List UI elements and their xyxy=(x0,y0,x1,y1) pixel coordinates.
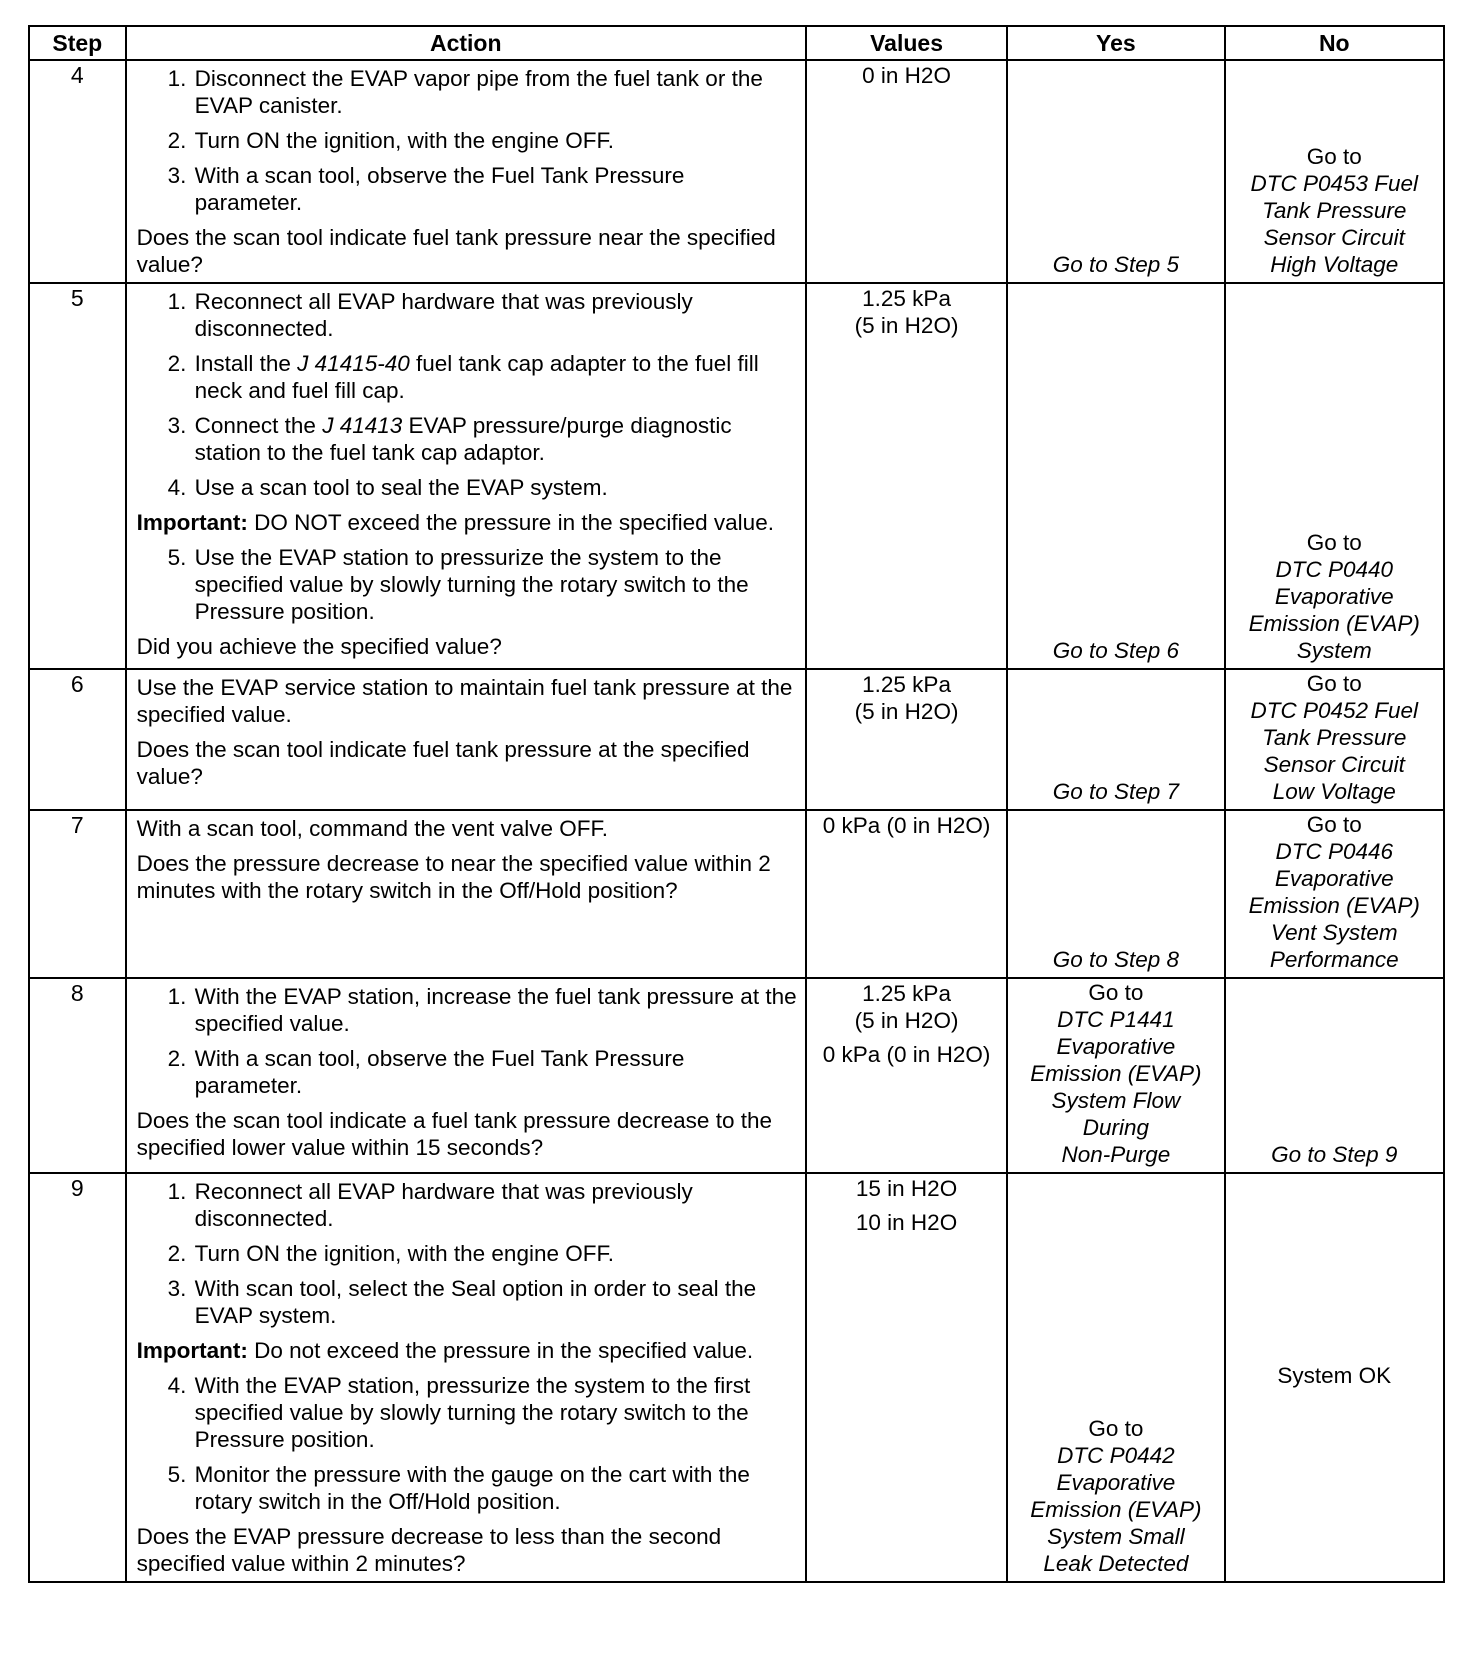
tool-number: J 41415-40 xyxy=(297,351,410,376)
value-line: 0 kPa (0 in H2O) xyxy=(822,1042,991,1067)
action-item: 1. Reconnect all EVAP hardware that was previously disconnected. xyxy=(193,1178,797,1232)
values-cell xyxy=(806,810,1007,978)
value-line: (5 in H2O) xyxy=(854,1008,959,1033)
step-number: 5 xyxy=(29,283,126,669)
tool-number: J 41413 xyxy=(322,413,403,438)
action-text: Connect the xyxy=(194,413,323,438)
important-note xyxy=(137,1337,797,1364)
no-line: Tank Pressure xyxy=(1262,725,1407,750)
action-question: Did you achieve the specified value? xyxy=(136,634,502,659)
no-prefix: Go to xyxy=(1306,530,1362,555)
table-row xyxy=(29,60,1444,283)
no-line: DTC P0452 Fuel xyxy=(1250,698,1419,723)
yes-cell xyxy=(1007,978,1224,1173)
no-line: Go to Step 9 xyxy=(1271,1142,1398,1167)
action-cell xyxy=(126,1173,806,1582)
yes-line: Go to Step 7 xyxy=(1052,779,1180,804)
yes-cell xyxy=(1007,1173,1224,1582)
action-question: Does the scan tool indicate fuel tank pressure near the specified value? xyxy=(136,225,776,277)
action-item xyxy=(193,350,797,404)
action-text: Install the xyxy=(194,351,298,376)
table-row xyxy=(29,978,1444,1173)
yes-cell xyxy=(1007,810,1224,978)
yes-line: System Flow xyxy=(1051,1088,1181,1113)
action-cell xyxy=(126,669,806,810)
action-cell xyxy=(126,978,806,1173)
no-line: DTC P0453 Fuel xyxy=(1250,171,1419,196)
yes-line: Emission (EVAP) xyxy=(1030,1497,1202,1522)
action-item: 5. Monitor the pressure with the gauge on the cart with the rotary switch in the Off/Hold position. xyxy=(193,1461,797,1515)
no-prefix: Go to xyxy=(1306,812,1362,837)
important-label: Important: xyxy=(136,510,248,535)
table-row xyxy=(29,283,1444,669)
yes-line: System Small xyxy=(1047,1524,1185,1549)
action-item: 2. With a scan tool, observe the Fuel Tank Pressure parameter. xyxy=(193,1045,797,1099)
yes-cell xyxy=(1007,669,1224,810)
yes-line: Emission (EVAP) xyxy=(1030,1061,1202,1086)
yes-line: Go to Step 6 xyxy=(1052,638,1180,663)
action-text: EVAP pressure/purge diagnostic station to the fuel tank cap adaptor. xyxy=(194,413,732,465)
header-values: Values xyxy=(806,26,1007,60)
yes-prefix: Go to xyxy=(1088,1416,1144,1441)
value-line: 1.25 kPa xyxy=(862,981,951,1006)
no-line: Tank Pressure xyxy=(1262,198,1407,223)
step-number: 8 xyxy=(29,978,126,1173)
yes-prefix: Go to xyxy=(1088,980,1144,1005)
header-no: No xyxy=(1225,26,1444,60)
yes-line: DTC P1441 xyxy=(1057,1007,1175,1032)
yes-line: Leak Detected xyxy=(1043,1551,1189,1576)
yes-line: Go to Step 8 xyxy=(1052,947,1180,972)
values-cell xyxy=(806,978,1007,1173)
action-item: 2. Turn ON the ignition, with the engine OFF. xyxy=(193,1240,797,1267)
action-question: Does the scan tool indicate a fuel tank pressure decrease to the specified lower value within 15 seconds? xyxy=(136,1108,772,1160)
action-item: 3. With scan tool, select the Seal option in order to seal the EVAP system. xyxy=(193,1275,797,1329)
header-row xyxy=(29,26,1444,60)
no-line: System OK xyxy=(1277,1363,1392,1388)
value-line: (5 in H2O) xyxy=(854,699,959,724)
yes-line: Go to Step 5 xyxy=(1052,252,1180,277)
no-cell xyxy=(1225,1173,1444,1582)
action-item: 1. Reconnect all EVAP hardware that was previously disconnected. xyxy=(193,288,797,342)
no-line: System xyxy=(1296,638,1372,663)
important-label: Important: xyxy=(136,1338,248,1363)
action-text: fuel tank cap adapter to the fuel fill neck and fuel fill cap. xyxy=(194,351,759,403)
values-cell xyxy=(806,1173,1007,1582)
value-line: 15 in H2O xyxy=(855,1176,958,1201)
step-number: 6 xyxy=(29,669,126,810)
no-prefix: Go to xyxy=(1306,671,1362,696)
action-question: Does the pressure decrease to near the specified value within 2 minutes with the rotary switch in the Off/Hold position? xyxy=(136,851,771,903)
action-cell xyxy=(126,60,806,283)
action-item: 3. With a scan tool, observe the Fuel Tank Pressure parameter. xyxy=(193,162,797,216)
header-step: Step xyxy=(29,26,126,60)
no-cell xyxy=(1225,810,1444,978)
yes-line: DTC P0442 xyxy=(1057,1443,1175,1468)
no-line: High Voltage xyxy=(1270,252,1399,277)
action-question: Does the EVAP pressure decrease to less than the second specified value within 2 minutes? xyxy=(136,1524,722,1576)
no-line: DTC P0440 xyxy=(1275,557,1394,582)
value-line: (5 in H2O) xyxy=(854,313,959,338)
value-line: 0 in H2O xyxy=(862,63,951,88)
table-row xyxy=(29,669,1444,810)
yes-line: During xyxy=(1082,1115,1150,1140)
yes-line: Evaporative xyxy=(1056,1470,1176,1495)
action-text: With a scan tool, command the vent valve OFF. xyxy=(136,816,609,841)
important-note xyxy=(137,509,797,536)
value-line: 1.25 kPa xyxy=(862,672,951,697)
diagnostic-table xyxy=(28,25,1445,1583)
action-item: 2. Turn ON the ignition, with the engine OFF. xyxy=(193,127,797,154)
header-action: Action xyxy=(126,26,806,60)
step-number: 4 xyxy=(29,60,126,283)
table-row xyxy=(29,1173,1444,1582)
action-cell xyxy=(126,283,806,669)
action-question: Does the scan tool indicate fuel tank pressure at the specified value? xyxy=(136,737,750,789)
header-yes: Yes xyxy=(1007,26,1224,60)
no-cell xyxy=(1225,978,1444,1173)
action-item: 5. Use the EVAP station to pressurize the system to the specified value by slowly turning the rotary switch to the Pressure position. xyxy=(193,544,797,625)
no-line: Sensor Circuit xyxy=(1263,225,1405,250)
action-item: 4. Use a scan tool to seal the EVAP system. xyxy=(193,474,797,501)
yes-cell xyxy=(1007,283,1224,669)
value-line: 0 kPa (0 in H2O) xyxy=(822,813,991,838)
value-line: 10 in H2O xyxy=(855,1210,958,1235)
no-line: Sensor Circuit xyxy=(1263,752,1405,777)
action-item xyxy=(193,412,797,466)
action-item: 1. With the EVAP station, increase the fuel tank pressure at the specified value. xyxy=(193,983,797,1037)
action-item: 1. Disconnect the EVAP vapor pipe from the fuel tank or the EVAP canister. xyxy=(193,65,797,119)
no-line: Emission (EVAP) xyxy=(1248,611,1420,636)
no-line: Evaporative xyxy=(1274,866,1394,891)
no-prefix: Go to xyxy=(1306,144,1362,169)
yes-line: Non-Purge xyxy=(1061,1142,1171,1167)
action-cell xyxy=(126,810,806,978)
no-cell xyxy=(1225,669,1444,810)
step-number: 7 xyxy=(29,810,126,978)
important-text: DO NOT exceed the pressure in the specified value. xyxy=(247,510,774,535)
action-item: 4. With the EVAP station, pressurize the system to the first specified value by slowly turning the rotary switch to the Pressure position. xyxy=(193,1372,797,1453)
values-cell xyxy=(806,283,1007,669)
values-cell xyxy=(806,669,1007,810)
no-line: DTC P0446 xyxy=(1275,839,1394,864)
yes-cell xyxy=(1007,60,1224,283)
no-line: Low Voltage xyxy=(1272,779,1396,804)
important-text: Do not exceed the pressure in the specified value. xyxy=(247,1338,754,1363)
no-cell xyxy=(1225,60,1444,283)
table-row xyxy=(29,810,1444,978)
no-line: Performance xyxy=(1269,947,1399,972)
value-line: 1.25 kPa xyxy=(862,286,951,311)
step-number: 9 xyxy=(29,1173,126,1582)
values-cell xyxy=(806,60,1007,283)
yes-line: Evaporative xyxy=(1056,1034,1176,1059)
no-line: Evaporative xyxy=(1274,584,1394,609)
action-text: Use the EVAP service station to maintain fuel tank pressure at the specified value. xyxy=(136,675,793,727)
no-line: Emission (EVAP) xyxy=(1248,893,1420,918)
no-line: Vent System xyxy=(1270,920,1398,945)
no-cell xyxy=(1225,283,1444,669)
